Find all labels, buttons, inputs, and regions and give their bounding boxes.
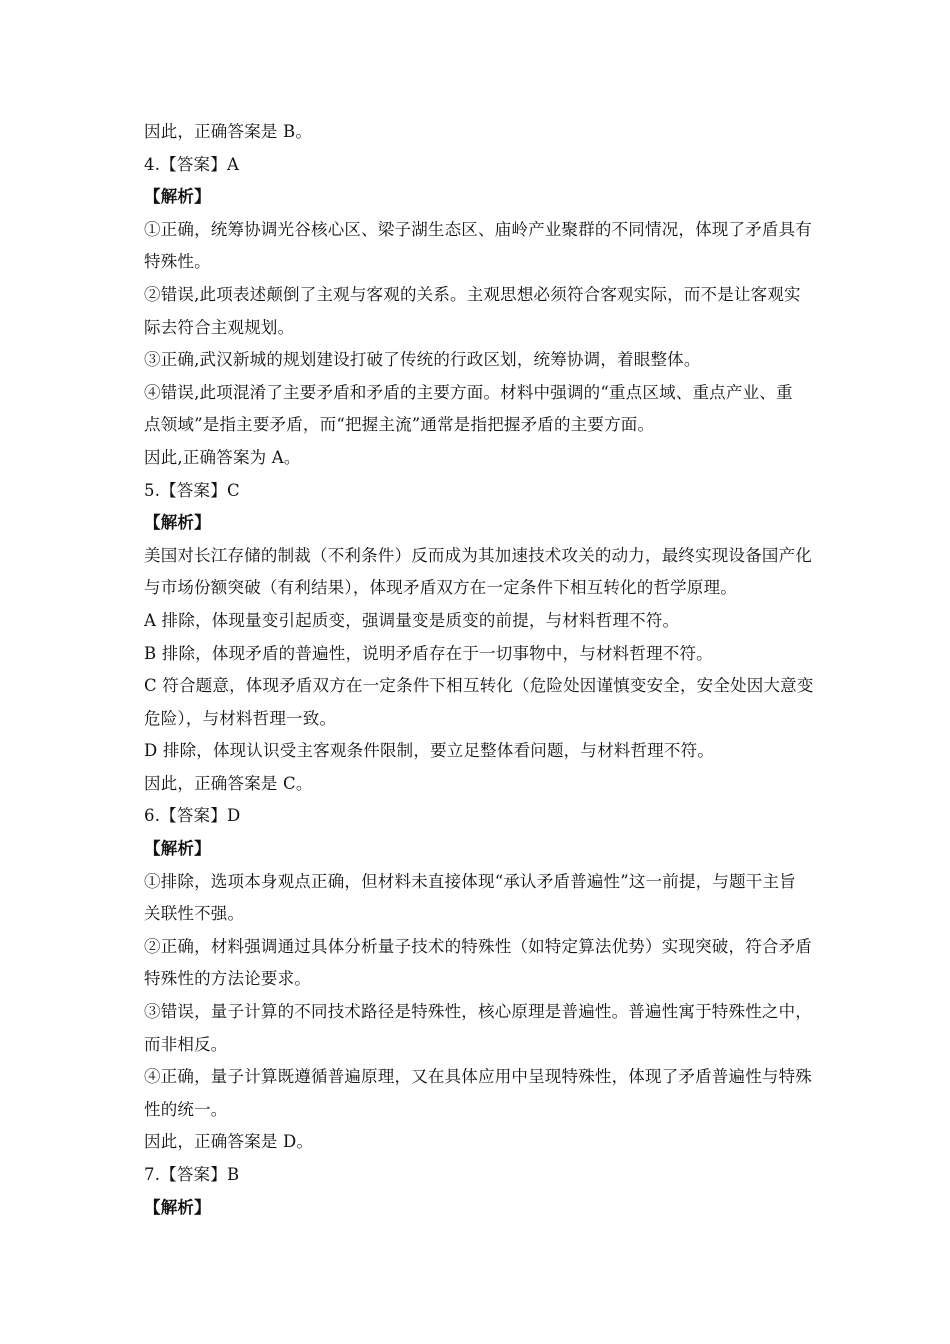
q5-option-c-line-1: C 符合题意，体现矛盾双方在一定条件下相互转化（危险处因谨慎变安全，安全处因大意变: [144, 676, 814, 696]
q5-option-a: A 排除，体现量变引起质变，强调量变是质变的前提，与材料哲理不符。: [144, 610, 680, 630]
conclusion-3: 因此，正确答案是 B。: [144, 122, 313, 141]
q4-item-1-line-1: ①正确，统筹协调光谷核心区、梁子湖生态区、庙岭产业聚群的不同情况，体现了矛盾具有: [144, 219, 812, 239]
q4-item-2-line-1: ②错误,此项表述颠倒了主观与客观的关系。主观思想必须符合客观实际，而不是让客观实: [144, 284, 801, 304]
q6-item-3-line-2: 而非相反。: [144, 1034, 228, 1054]
q6-item-3-line-1: ③错误，量子计算的不同技术路径是特殊性，核心原理是普遍性。普遍性寓于特殊性之中，: [144, 1002, 812, 1022]
analysis-heading-6: 【解析】: [144, 839, 211, 859]
answer-7: 7.【答案】B: [144, 1165, 240, 1184]
q6-item-4-line-1: ④正确，量子计算既遵循普遍原理，又在具体应用中呈现特殊性，体现了矛盾普遍性与特殊: [144, 1067, 812, 1087]
conclusion-5: 因此，正确答案是 C。: [144, 773, 313, 793]
q5-paragraph-line-2: 与市场份额突破（有利结果），体现矛盾双方在一定条件下相互转化的哲学原理。: [144, 578, 737, 598]
q4-item-1-line-2: 特殊性。: [144, 252, 211, 272]
conclusion-6: 因此，正确答案是 D。: [144, 1132, 314, 1152]
analysis-heading-7: 【解析】: [144, 1197, 211, 1217]
answer-4: 4.【答案】A: [144, 154, 240, 174]
q5-paragraph-line-1: 美国对长江存储的制裁（不利条件）反而成为其加速技术攻关的动力，最终实现设备国产化: [144, 545, 812, 565]
q6-item-4-line-2: 性的统一。: [144, 1099, 228, 1119]
analysis-heading-5: 【解析】: [144, 513, 211, 533]
q4-item-2-line-2: 际去符合主观规划。: [144, 317, 295, 337]
q5-option-c-line-2: 危险），与材料哲理一致。: [144, 708, 337, 728]
q5-option-b: B 排除，体现矛盾的普遍性，说明矛盾存在于一切事物中，与材料哲理不符。: [144, 643, 713, 663]
conclusion-4: 因此,正确答案为 A。: [144, 447, 301, 467]
q4-item-4-line-1: ④错误,此项混淆了主要矛盾和矛盾的主要方面。材料中强调的“重点区域、重点产业、重: [144, 382, 793, 402]
document-body: [144, 116, 824, 1224]
q6-item-1-line-1: ①排除，选项本身观点正确，但材料未直接体现“承认矛盾普遍性”这一前提，与题干主旨: [144, 871, 796, 891]
answer-5: 5.【答案】C: [144, 480, 240, 500]
q4-item-3: ③正确,武汉新城的规划建设打破了传统的行政区划，统筹协调，着眼整体。: [144, 350, 701, 370]
q6-item-1-line-2: 关联性不强。: [144, 904, 245, 924]
analysis-heading-4: 【解析】: [144, 187, 211, 207]
answer-6: 6.【答案】D: [144, 806, 241, 826]
q6-item-2-line-2: 特殊性的方法论要求。: [144, 969, 311, 989]
q6-item-2-line-1: ②正确，材料强调通过具体分析量子技术的特殊性（如特定算法优势）实现突破，符合矛盾: [144, 936, 812, 956]
q5-option-d: D 排除，体现认识受主客观条件限制，要立足整体看问题，与材料哲理不符。: [144, 741, 714, 761]
q4-item-4-line-2: 点领域”是指主要矛盾，而“把握主流”通常是指把握矛盾的主要方面。: [144, 415, 655, 435]
